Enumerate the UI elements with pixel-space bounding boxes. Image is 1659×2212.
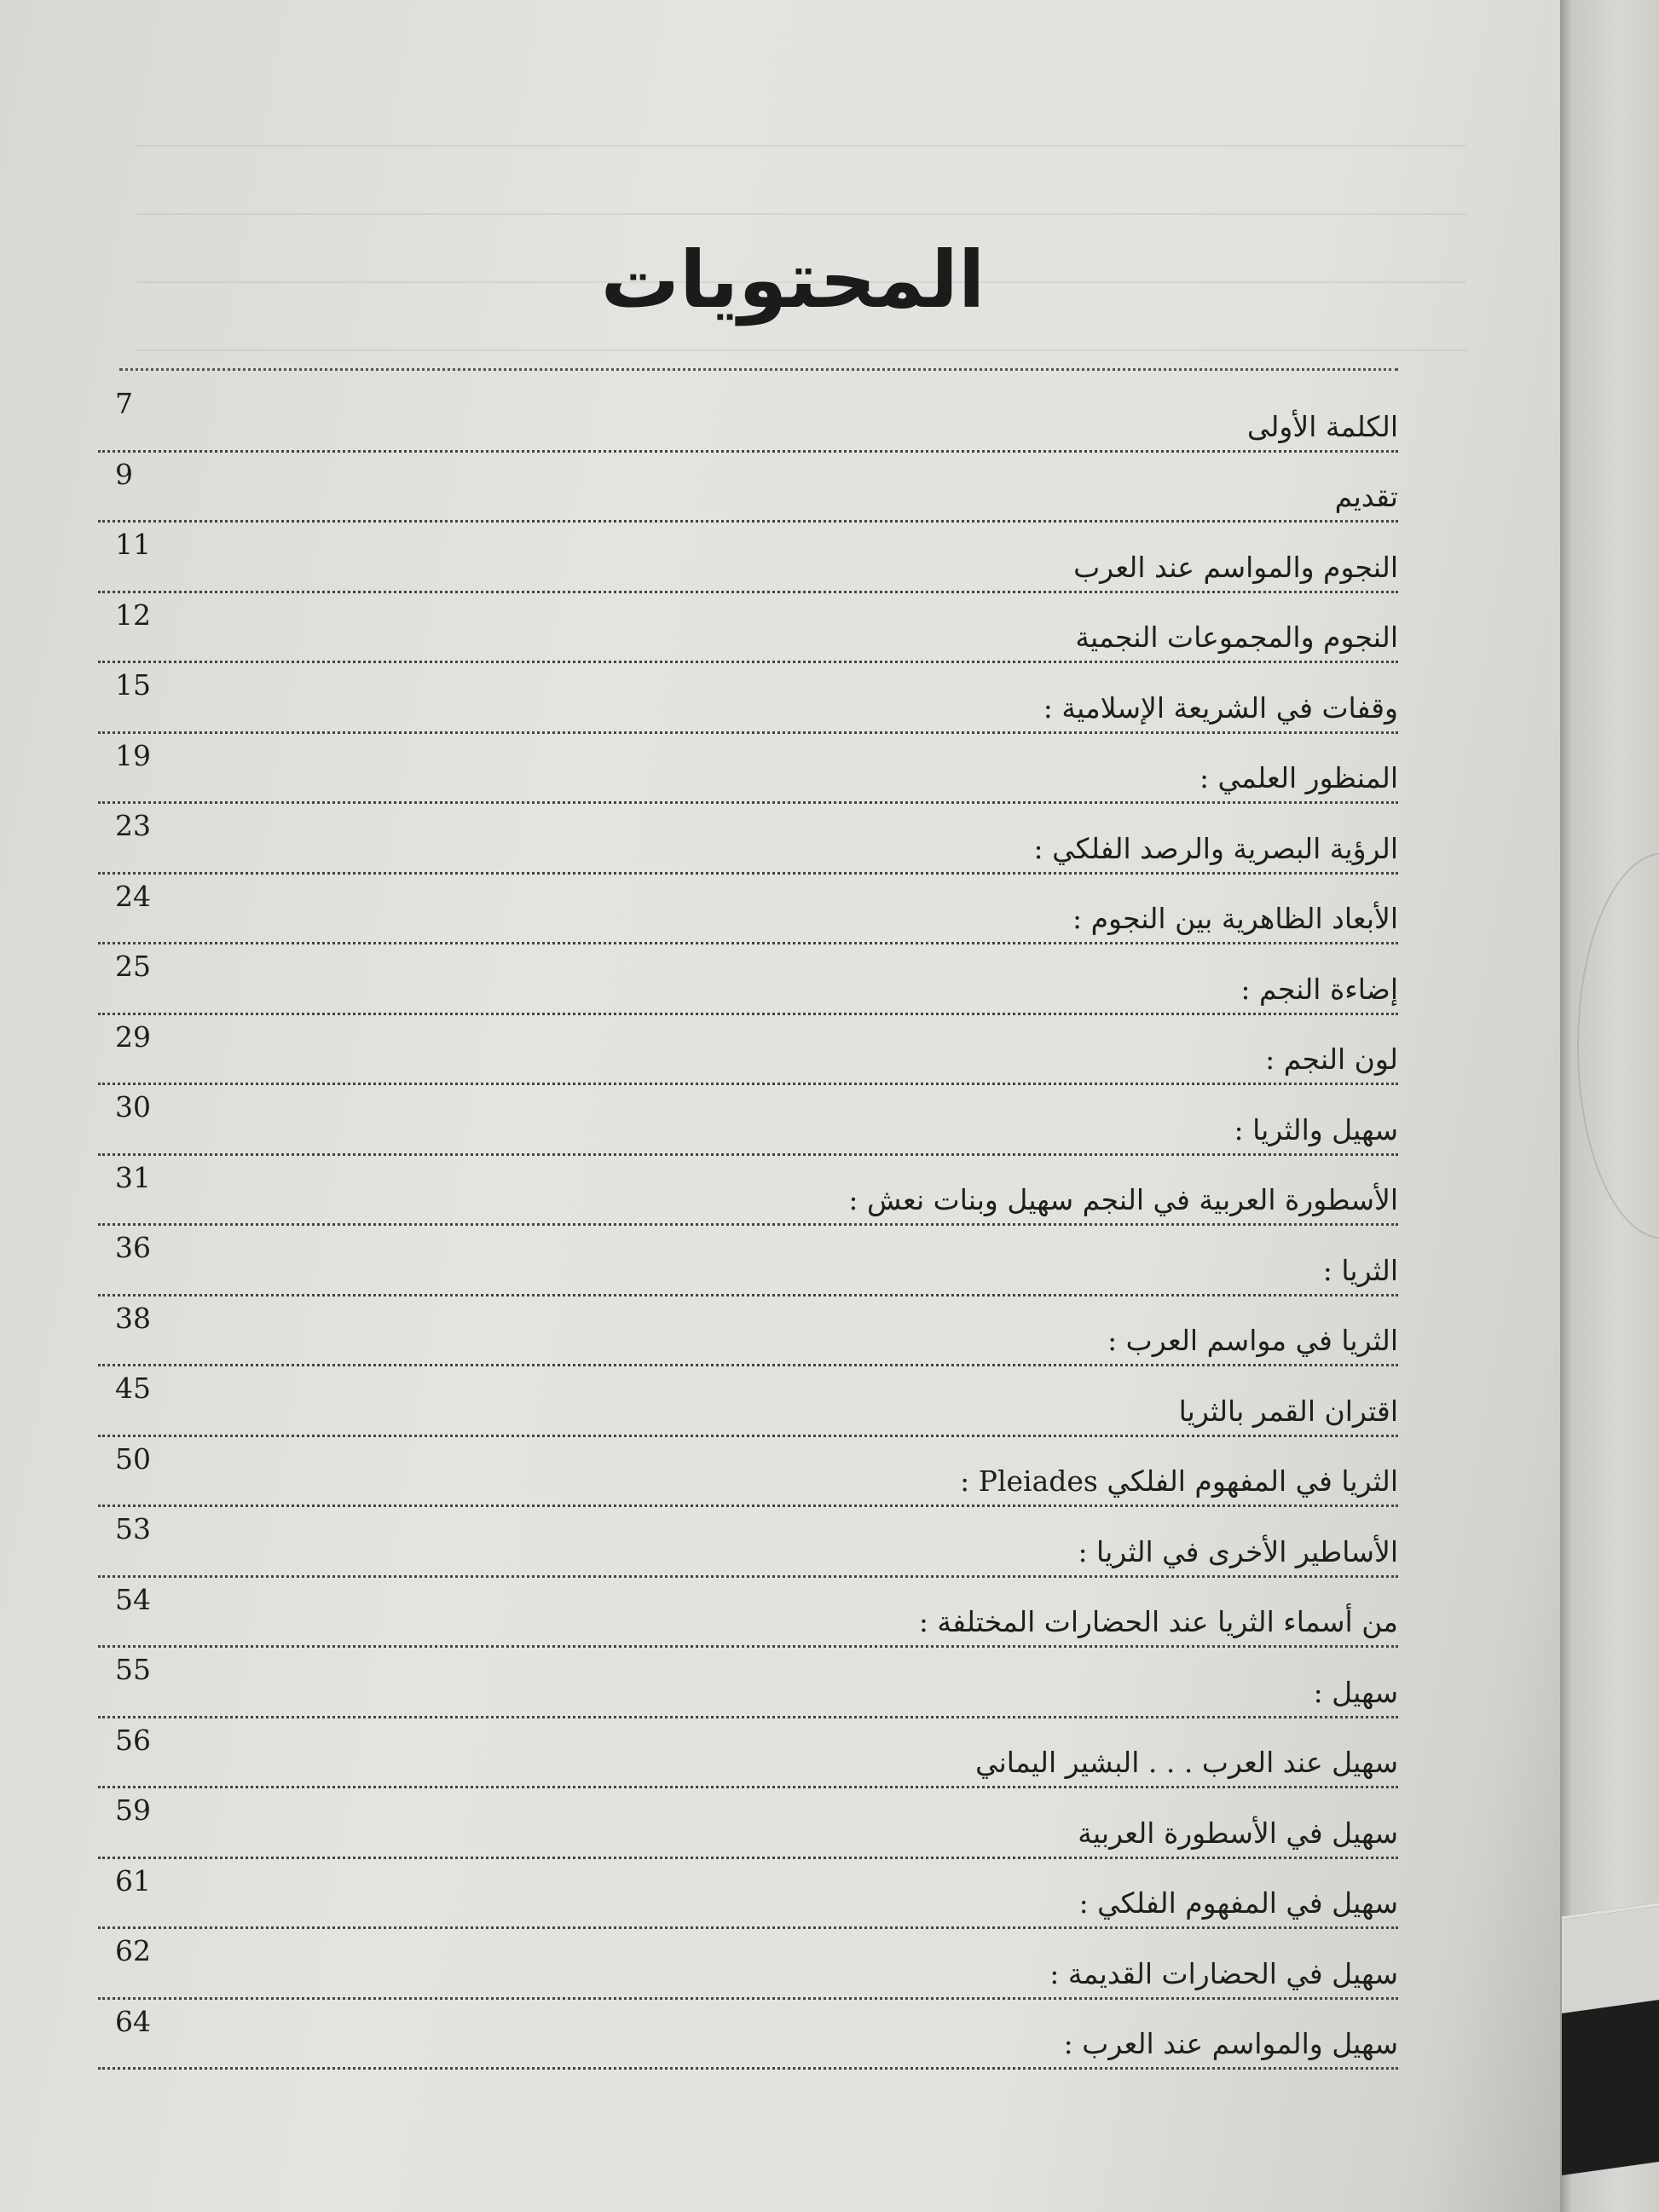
toc-entry-title: وقفات في الشريعة الإسلامية : — [1043, 690, 1398, 725]
adjacent-page-edge — [1560, 0, 1659, 2212]
toc-entry-title: الأبعاد الظاهرية بين النجوم : — [1072, 902, 1398, 935]
adjacent-page-band — [1562, 1906, 1659, 2013]
title-divider — [119, 368, 1398, 371]
toc-row — [98, 875, 1398, 945]
toc-row — [98, 1366, 1398, 1437]
toc-entry-page-number: 12 — [115, 598, 151, 632]
toc-entry-title: سهيل : — [1313, 1675, 1398, 1709]
toc-entry-page-number: 9 — [115, 457, 133, 491]
toc-entry-title: سهيل والمواسم عند العرب : — [1063, 2027, 1398, 2060]
bleed-through-heading — [529, 9, 1006, 102]
toc-entry-page-number: 36 — [115, 1231, 151, 1264]
toc-entry-title: المنظور العلمي : — [1199, 761, 1398, 794]
toc-entry-page-number: 29 — [115, 1019, 151, 1054]
toc-entry-title: اقتران القمر بالثريا — [1178, 1394, 1398, 1428]
toc-entry-page-number: 45 — [115, 1372, 151, 1405]
toc-entry-title: النجوم والمواسم عند العرب — [1073, 550, 1398, 584]
toc-entry-page-number: 38 — [115, 1301, 151, 1335]
toc-entry-title: سهيل عند العرب . . . البشير اليماني — [975, 1746, 1398, 1779]
toc-row — [98, 1788, 1398, 1859]
toc-entry-page-number: 61 — [115, 1863, 151, 1897]
toc-entry-page-number: 54 — [115, 1582, 151, 1616]
toc-entry-title: الرؤية البصرية والرصد الفلكي : — [1033, 831, 1398, 865]
toc-entry-page-number: 62 — [115, 1934, 151, 1967]
toc-entry-page-number: 50 — [115, 1441, 151, 1476]
toc-entry-page-number: 31 — [115, 1160, 151, 1194]
toc-row — [98, 734, 1398, 805]
toc-row — [98, 593, 1398, 664]
toc-entry-title: النجوم والمجموعات النجمية — [1075, 621, 1398, 654]
toc-entry-page-number: 56 — [115, 1723, 151, 1757]
toc-row — [98, 1156, 1398, 1227]
table-of-contents — [98, 382, 1398, 2070]
toc-row — [98, 1929, 1398, 2000]
toc-entry-title: سهيل في المفهوم الفلكي : — [1078, 1886, 1398, 1920]
toc-row — [98, 2000, 1398, 2071]
toc-entry-page-number: 11 — [115, 528, 151, 561]
toc-entry-title: الأسطورة العربية في النجم سهيل وبنات نعش : — [848, 1183, 1398, 1216]
adjacent-page-curve — [1577, 852, 1659, 1239]
toc-entry-page-number: 7 — [115, 387, 133, 420]
toc-entry-title: الكلمة الأولى — [1246, 409, 1398, 443]
toc-entry-title: سهيل في الأسطورة العربية — [1078, 1816, 1398, 1850]
toc-entry-title: سهيل والثريا : — [1234, 1112, 1398, 1146]
toc-entry-page-number: 25 — [115, 950, 151, 983]
toc-entry-page-number: 59 — [115, 1793, 151, 1827]
toc-row — [98, 1297, 1398, 1367]
toc-row — [98, 523, 1398, 593]
toc-entry-page-number: 53 — [115, 1512, 151, 1545]
toc-row — [98, 804, 1398, 875]
toc-row — [98, 382, 1398, 453]
toc-row — [98, 1859, 1398, 1930]
toc-row — [98, 1226, 1398, 1297]
toc-entry-page-number: 30 — [115, 1090, 151, 1123]
toc-row — [98, 663, 1398, 734]
toc-row — [98, 1085, 1398, 1156]
toc-row — [98, 1648, 1398, 1718]
toc-entry-page-number: 15 — [115, 668, 151, 702]
toc-row — [98, 453, 1398, 523]
toc-entry-page-number: 23 — [115, 809, 151, 842]
toc-row — [98, 1718, 1398, 1789]
toc-entry-title: الثريا : — [1322, 1253, 1398, 1287]
toc-entry-page-number: 19 — [115, 738, 151, 772]
toc-entry-page-number: 55 — [115, 1653, 151, 1686]
toc-entry-page-number: 24 — [115, 879, 151, 913]
toc-entry-title: الأساطير الأخرى في الثريا : — [1078, 1534, 1398, 1568]
toc-entry-title: إضاءة النجم : — [1240, 972, 1398, 1006]
toc-row — [98, 1507, 1398, 1578]
toc-row — [98, 1578, 1398, 1649]
page-title: المحتويات — [600, 234, 986, 326]
toc-row — [98, 944, 1398, 1015]
toc-entry-title: لون النجم : — [1265, 1042, 1398, 1076]
toc-entry-title: الثريا في مواسم العرب : — [1107, 1324, 1398, 1357]
toc-entry-page-number: 64 — [115, 2004, 151, 2038]
toc-entry-title: تقديم — [1334, 480, 1398, 513]
toc-entry-title: الثريا في المفهوم الفلكي Pleiades : — [960, 1464, 1398, 1498]
adjacent-page-dark-box — [1562, 1903, 1659, 2175]
toc-row — [98, 1015, 1398, 1086]
toc-entry-title: سهيل في الحضارات القديمة : — [1049, 1956, 1398, 1990]
toc-entry-title: من أسماء الثريا عند الحضارات المختلفة : — [918, 1605, 1398, 1638]
toc-row — [98, 1437, 1398, 1508]
